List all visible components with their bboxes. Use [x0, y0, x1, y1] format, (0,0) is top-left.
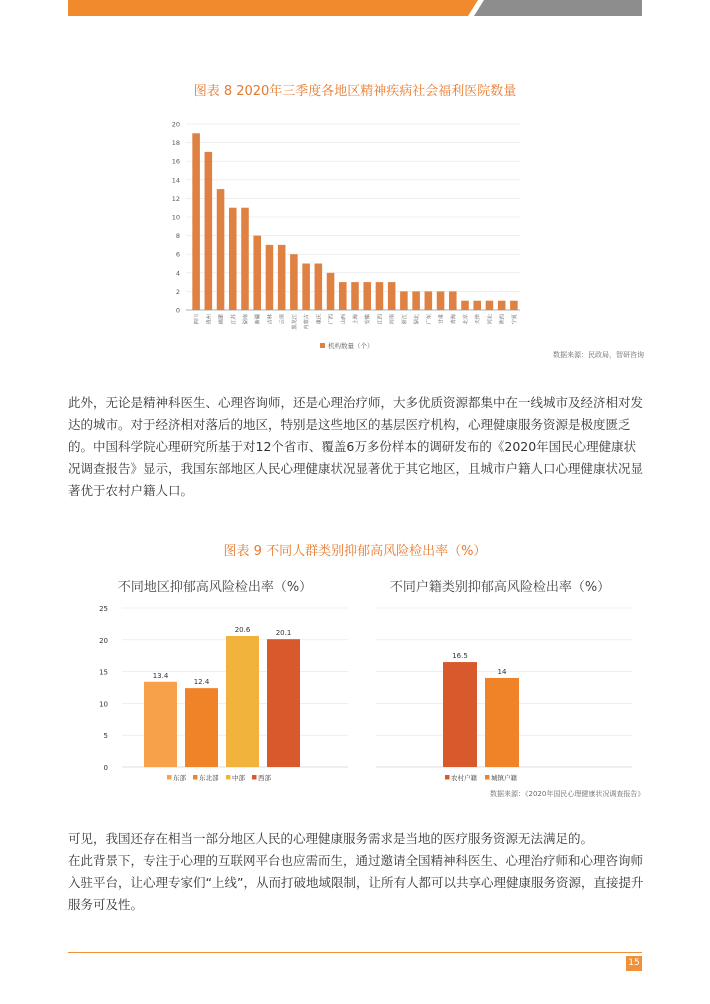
x-tick-label: 四川 [194, 314, 201, 325]
x-tick-label: 重庆 [316, 314, 323, 325]
x-tick-label: 甘肃 [438, 314, 445, 325]
bar-内蒙古 [302, 264, 310, 311]
bar-江苏 [229, 208, 237, 310]
bar-河南 [388, 282, 396, 310]
x-tick-label: 广东 [426, 314, 433, 325]
bar-黑龙江 [290, 254, 298, 310]
bar-上海 [351, 282, 359, 310]
x-tick-label: 江苏 [230, 314, 237, 325]
data-label: 12.4 [193, 678, 210, 687]
x-tick-label: 湖南 [243, 314, 249, 325]
x-tick-label: 江西 [377, 314, 384, 325]
body-paragraph-3: 在此背景下，专注于心理的互联网平台也应需而生，通过邀请全国精神科医生、心理治疗师和心理咨询师入驻平台，让心理专家们“上线”，从而打破地域限制，让所有人都可以共享心理健康服务资源，直接提升服务可及性。 [68, 853, 644, 912]
y-tick-label: 15 [99, 668, 108, 677]
legend-label: 机构数量（个） [328, 342, 374, 350]
chart-region-depression [80, 595, 360, 790]
x-tick-label: 浙江 [401, 314, 408, 325]
footer-line [68, 952, 642, 953]
bar-重庆 [315, 264, 323, 311]
x-tick-label: 陕西 [499, 314, 506, 325]
x-tick-label: 青海 [450, 314, 457, 325]
y-tick-label: 25 [99, 605, 108, 613]
y-tick-label: 20 [171, 120, 180, 129]
header-decoration [0, 0, 710, 18]
data-label: 16.5 [452, 652, 468, 661]
chart-region-hospitals [150, 112, 530, 357]
data-label: 13.4 [152, 671, 169, 680]
bar-新疆 [253, 236, 261, 310]
x-tick-label: 河北 [487, 314, 494, 325]
chart-region-title: 不同地区抑郁高风险检出率（%） [117, 580, 313, 595]
bar-吉林 [266, 245, 274, 310]
bar-江西 [376, 282, 384, 310]
y-tick-label: 8 [175, 232, 180, 241]
legend-label: 东部 [173, 774, 186, 782]
x-tick-label: 宁夏 [511, 314, 518, 325]
y-tick-label: 10 [171, 213, 180, 222]
x-tick-label: 河南 [389, 314, 396, 325]
bar-安徽 [363, 282, 371, 310]
y-tick-label: 0 [175, 306, 180, 315]
bar-天津 [473, 301, 481, 310]
body-paragraph-2: 可见，我国还存在相当一部分地区人民的心理健康服务需求是当地的医疗服务资源无法满足的。 [68, 831, 594, 846]
bar-东北部 [185, 688, 218, 767]
bar-青海 [449, 291, 457, 310]
x-tick-label: 安徽 [365, 314, 372, 325]
data-label: 14 [497, 667, 507, 676]
bar-甘肃 [437, 291, 445, 310]
bar-东部 [144, 682, 177, 767]
x-tick-label: 吉林 [267, 314, 274, 325]
figure8-source: 数据来源：民政局，智研咨询 [553, 351, 644, 359]
chart-household-title: 不同户籍类别抑郁高风险检出率（%） [389, 580, 611, 595]
bar-农村户籍 [443, 662, 477, 767]
legend-label: 农村户籍 [451, 774, 477, 782]
bar-中部 [226, 636, 259, 767]
legend-swatch [193, 775, 198, 780]
bar-陕西 [498, 301, 506, 310]
bar-云南 [278, 245, 286, 310]
chart-household-depression [368, 595, 640, 790]
y-tick-label: 14 [171, 176, 180, 185]
page-number: 15 [626, 956, 642, 971]
legend-swatch [320, 343, 325, 348]
x-tick-label: 天津 [475, 314, 482, 325]
legend-label: 中部 [232, 774, 245, 782]
bar-河北 [486, 301, 494, 310]
bar-四川 [192, 133, 200, 310]
data-label: 20.6 [234, 625, 251, 634]
legend-swatch [485, 775, 490, 780]
y-tick-label: 0 [103, 764, 108, 772]
y-tick-label: 4 [175, 269, 180, 278]
legend-swatch [167, 775, 172, 780]
x-tick-label: 湖北 [414, 314, 421, 325]
x-tick-label: 贵州 [206, 314, 213, 325]
figure9-title: 图表 9 不同人群类别抑郁高风险检出率（%） [223, 544, 487, 559]
data-label: 20.1 [275, 629, 292, 638]
bar-浙江 [400, 291, 408, 310]
legend-label: 西部 [258, 774, 271, 782]
bar-湖北 [412, 291, 420, 310]
y-tick-label: 12 [171, 194, 180, 203]
y-tick-label: 10 [99, 700, 108, 709]
legend-label: 城镇户籍 [491, 774, 517, 782]
x-tick-label: 福建 [218, 314, 225, 325]
bar-广西 [327, 273, 335, 310]
legend-swatch [445, 775, 450, 780]
x-tick-label: 广西 [328, 314, 335, 325]
figure8-title: 图表 8 2020年三季度各地区精神疾病社会福利医院数量 [193, 84, 517, 99]
body-paragraph-1: 此外，无论是精神科医生、心理咨询师，还是心理治疗师，大多优质资源都集中在一线城市及经济相对发达的城市。对于经济相对落后的地区，特别是这些地区的基层医疗机构，心理健康服务资源是极度匮乏的。中国科学院心理研究所基于对12个省市、覆盖6万多份样本的调研发布的《2020年国民心理健康状况调查报告》显示，我国东部地区人民心理健康状况显著优于其它地区，且城市户籍人口心理健康状况显著优于农村户籍人口。 [68, 395, 644, 498]
y-tick-label: 16 [171, 157, 180, 166]
bar-湖南 [241, 208, 249, 310]
y-tick-label: 6 [175, 250, 180, 259]
legend-swatch [226, 775, 231, 780]
bar-西部 [267, 639, 300, 767]
x-tick-label: 上海 [353, 314, 359, 325]
bar-广东 [425, 291, 433, 310]
x-tick-label: 内蒙古 [304, 314, 311, 330]
bar-贵州 [205, 152, 213, 310]
x-tick-label: 山西 [340, 314, 347, 325]
y-tick-label: 2 [175, 287, 180, 296]
y-tick-label: 20 [99, 636, 108, 645]
x-tick-label: 黑龙江 [291, 314, 298, 330]
bar-北京 [461, 301, 469, 310]
legend-swatch [252, 775, 257, 780]
figure9-source: 数据来源：《2020年国民心理健康状况调查报告》 [490, 790, 645, 798]
y-tick-label: 18 [171, 139, 180, 148]
x-tick-label: 北京 [463, 314, 469, 325]
x-tick-label: 新疆 [255, 314, 262, 325]
bar-城镇户籍 [485, 678, 519, 767]
bar-宁夏 [510, 301, 518, 310]
y-tick-label: 5 [103, 732, 108, 741]
bar-福建 [217, 189, 225, 310]
x-tick-label: 云南 [279, 314, 286, 325]
legend-label: 东北部 [199, 774, 219, 782]
bar-山西 [339, 282, 347, 310]
